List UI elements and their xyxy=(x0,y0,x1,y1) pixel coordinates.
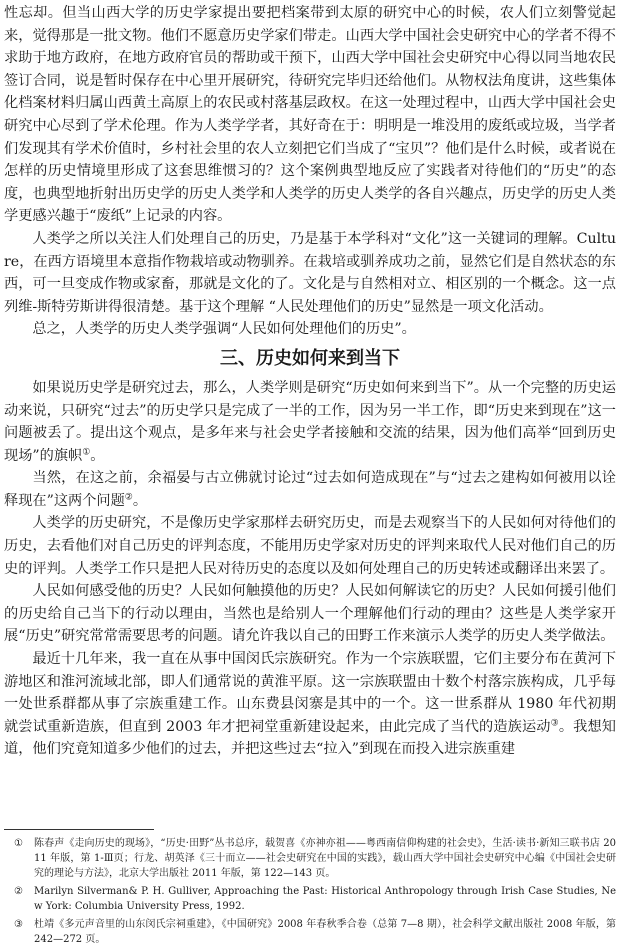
paragraph-text-tail: 。 xyxy=(132,492,148,509)
paragraph xyxy=(4,318,616,341)
footnote-text: 陈春声《走向历史的现场》，“历史·田野”丛书总序，载贺喜《亦神亦祖——粤西南信仰构建的社会史》，生活·读书·新知三联书店 2011 年版，第 1-Ⅲ页；行龙、胡英泽《三十而立——社会史研究在中国的实践》，载山西大学中国社会史研究中心编《中国社会史研究的理论与方法》，北京大学出版社 2011 年版，第 122—143 页。 xyxy=(34,838,616,879)
paragraph xyxy=(4,228,616,318)
paragraph-text: 人类学的历史研究，不是像历史学家那样去研究历史，而是去观察当下的人民如何对待他们的历史，去看他们对自己历史的评判态度，不能用历史学家对历史的评判来取代人民对他们自己的历史的评判。人类学工作只是把人民对待历史的态度以及如何处理自己的历史转述或翻译出来罢了。 xyxy=(4,515,616,577)
footnote-divider xyxy=(4,829,154,830)
paragraph-text: 人民如何感受他的历史？人民如何触摸他的历史？人民如何解读它的历史？人民如何援引他们的历史给自己当下的行动以理由，当然也是给别人一个理解他们行动的理由？这些是人类学家开展“历史”研究常常需要思考的问题。请允许我以自己的田野工作来演示人类学的历史人类学做法。 xyxy=(4,583,616,645)
paragraph xyxy=(4,512,616,580)
paragraph xyxy=(4,467,616,512)
footnote-reference[interactable]: ① xyxy=(82,446,91,457)
paragraph xyxy=(4,648,616,761)
body-text xyxy=(4,2,616,761)
paragraph-text: 人类学之所以关注人们处理自己的历史，乃是基于本学科对“文化”这一关键词的理解。Culture，在西方语境里本意指作物栽培或动物驯养。在栽培或驯养成功之前，显然它们是自然状态的东西，可一旦变成作物或家畜，那就是文化的了。文化是与自然相对立、相区别的一个概念。这一点列维-斯特劳斯讲得很清楚。基于这个理解 “人民处理他们的历史”显然是一项文化活动。 xyxy=(4,230,616,315)
footnote-reference[interactable]: ③ xyxy=(550,718,559,729)
paragraph xyxy=(4,377,616,467)
footnote-text: Marilyn Silverman& P. H. Gulliver, Approaching the Past: Historical Anthropology through Irish Case Studies, New York: Columbia University Press, 1992. xyxy=(34,886,616,912)
paragraph-text: 性忘却。但当山西大学的历史学家提出要把档案带到太原的研究中心的时候，农人们立刻警觉起来，觉得那是一批文物。他们不愿意历史学家们带走。山西大学中国社会史研究中心的学者不得不求助于地方政府，在地方政府官员的帮助或干预下，山西大学中国社会史研究中心得以同当地农民签订合同，说是暂时保存在中心里开展研究，待研究完毕归还给他们。从物权法角度讲，这些集体化档案材料归属山西黄土高原上的农民或村落基层政权。在这一处理过程中，山西大学中国社会史研究中心尽到了学术伦理。作为人类学学者，其好奇在于：明明是一堆没用的废纸或垃圾，当学者们发现其有学术价值时，乡村社会里的农人立刻把它们当成了“宝贝”？他们是什么时候，或者说在怎样的历史情境里形成了这套思维惯习的？这个案例典型地反应了实践者对待他们的“历史”的态度，也典型地折射出历史学的历史人类学和人类学的历史人类学的各自兴趣点，历史学的历史人类学更感兴趣于“废纸”上记录的内容。 xyxy=(4,5,616,225)
footnotes xyxy=(4,836,616,950)
footnote xyxy=(4,884,616,914)
footnote-number: ① xyxy=(14,838,23,849)
section-heading: 三、历史如何来到当下 xyxy=(220,347,400,369)
footnote-text: 杜靖《多元声音里的山东闵氏宗祠重建》，《中国研究》2008 年春秋季合卷（总第 7—8 期），社会科学文献出版社 2008 年版，第 242—272 页。 xyxy=(34,919,616,945)
paragraph xyxy=(4,580,616,648)
paragraph-text-tail: 。我想知道，他们究竟知道多少他们的过去，并把这些过去“拉入”到现在而投入进宗族重建 xyxy=(4,718,616,758)
paragraphs-before xyxy=(4,2,616,341)
paragraph-text: 总之，人类学的历史人类学强调“人民如何处理他们的历史”。 xyxy=(32,321,416,338)
paragraph-text-tail: 。 xyxy=(90,447,105,464)
paragraphs-after xyxy=(4,377,616,761)
footnote-number: ② xyxy=(14,886,23,897)
paragraph-text: 当然，在这之前，余福晏与古立佛就讨论过“过去如何造成现在”与“过去之建构如何被用以诠释现在”这两个问题 xyxy=(4,470,616,509)
footnote xyxy=(4,836,616,881)
footnote xyxy=(4,917,616,947)
paragraph xyxy=(4,2,616,228)
paragraph-text: 如果说历史学是研究过去，那么，人类学则是研究“历史如何来到当下”。从一个完整的历史运动来说，只研究“过去”的历史学只是完成了一半的工作，因为另一半工作，即“历史来到现在”这一问题被丢了。提出这个观点，是多年来与社会史学者接触和交流的结果，因为他们高举“回到历史现场”的旗帜 xyxy=(4,379,616,464)
footnote-number: ③ xyxy=(14,919,23,930)
footnote-reference[interactable]: ② xyxy=(124,492,133,503)
paragraph-text: 最近十几年来，我一直在从事中国闵氏宗族研究。作为一个宗族联盟，它们主要分布在黄河下游地区和淮河流域北部，即人们通常说的黄淮平原。这一宗族联盟由十数个村落宗族构成，几乎每一处世系群都从事了宗族重建工作。山东费县闵寨是其中的一个。这一世系群从 1980 年代初期就尝试重新造族，但直到 2003 年才把祠堂重新建设起来，由此完成了当代的造族运动 xyxy=(4,651,616,735)
